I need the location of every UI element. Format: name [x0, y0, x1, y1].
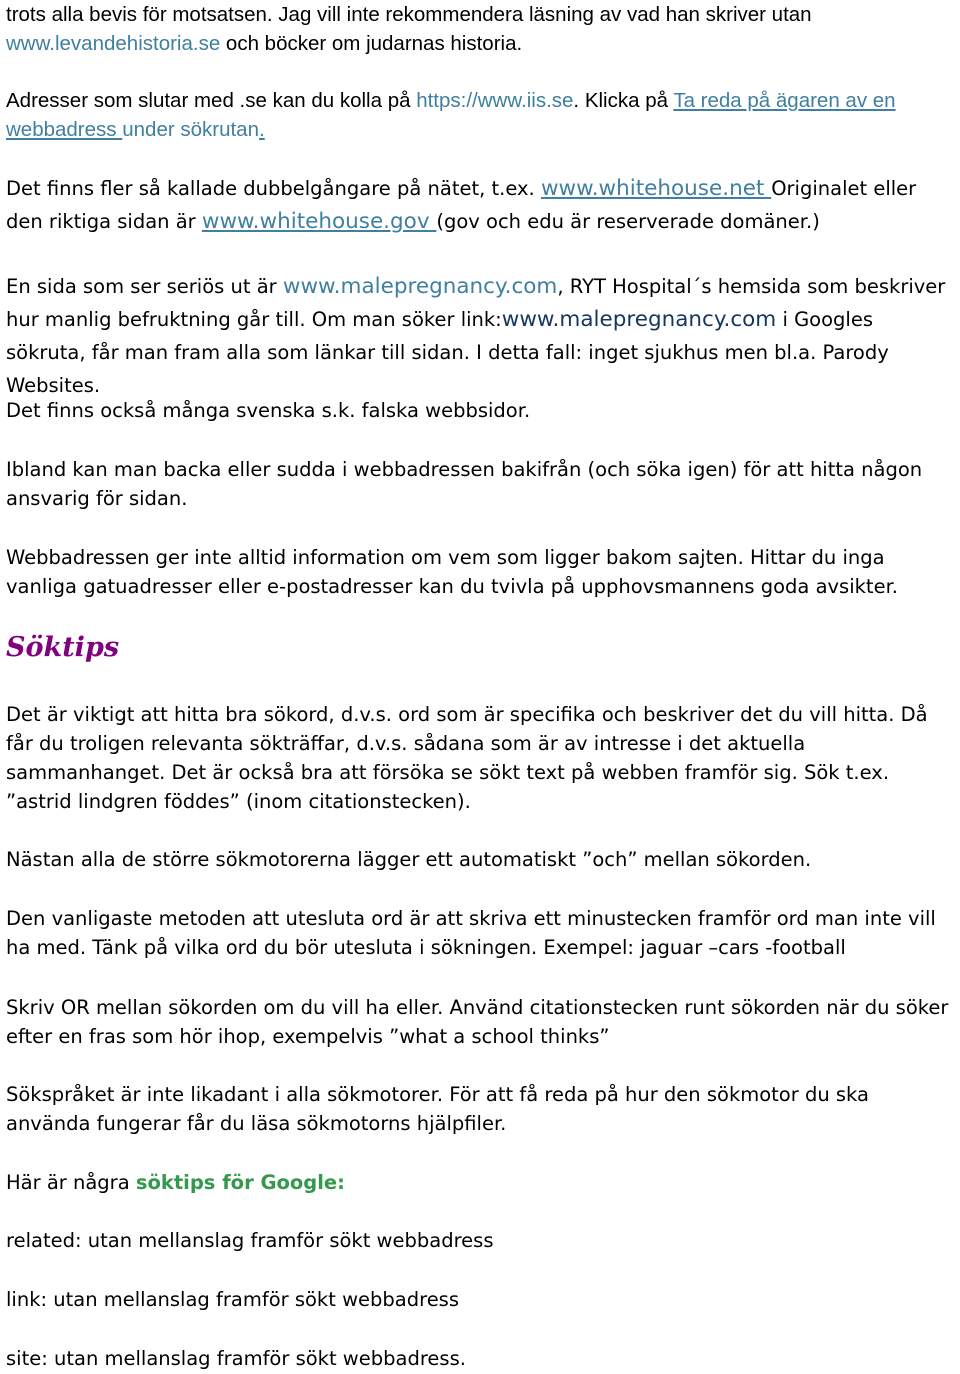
- paragraph-minus-operator: Den vanligaste metoden att utesluta ord är att skriva ett minustecken framför ord man inte vill ha med. Tänk på vilka ord du bör utesluta i sökningen. Exempel: jaguar –cars -football: [6, 907, 936, 959]
- google-tips-highlight: söktips för Google:: [135, 1171, 345, 1194]
- paragraph-or-operator: Skriv OR mellan sökorden om du vill ha eller. Använd citationstecken runt sökorden när du söker efter en fras som hör ihop, exempelvis ”what a school thinks”: [6, 996, 949, 1048]
- section-heading-soktips: Söktips: [6, 632, 120, 663]
- paragraph-text: Originalet eller den riktiga sidan är: [6, 177, 917, 233]
- paragraph-search-language: Sökspråket är inte likadant i alla sökmotorer. För att få reda på hur den sökmotor du ska använda fungerar får du läsa sökmotorns hjälpfiler.: [6, 1083, 869, 1135]
- paragraph-text: och böcker om judarnas historia.: [220, 32, 523, 55]
- paragraph-keywords: Det är viktigt att hitta bra sökord, d.v.s. ord som är specifika och beskriver det du vill hitta. Då får du troligen relevanta sökträffar, d.v.s. sådana som är av intresse i det aktuella sammanhanget. Det är också bra att försöka se sökt text på webben framför sig. Sök t.ex. ”astrid lindgren föddes” (inom citationstecken).: [6, 703, 928, 813]
- paragraph-levande-historia: [6, 0, 956, 58]
- tip-related: related: utan mellanslag framför sökt webbadress: [6, 1229, 494, 1252]
- paragraph-whitehouse: [6, 172, 956, 238]
- tip-site: site: utan mellanslag framför sökt webbadress.: [6, 1347, 466, 1370]
- period-link[interactable]: .: [259, 118, 265, 141]
- paragraph-text: En sida som ser seriös ut är: [6, 275, 283, 298]
- paragraph-text: i Googles sökruta, får man fram alla som länkar till sidan. I detta fall: inget sjukhus men bl.a. Parody Websites.: [6, 308, 889, 397]
- paragraph-text: Här är några: [6, 1171, 136, 1194]
- paragraph-text: Det finns fler så kallade dubbelgångare på nätet, t.ex.: [6, 177, 541, 200]
- malepregnancy-link[interactable]: www.malepregnancy.com: [282, 274, 558, 299]
- paragraph-google-tips: [6, 1168, 956, 1197]
- whitehouse-gov-link[interactable]: www.whitehouse.gov: [201, 209, 437, 234]
- paragraph-text: (gov och edu är reserverade domäner.): [436, 210, 820, 233]
- paragraph-malepregnancy: [6, 270, 956, 402]
- paragraph-and-operator: Nästan alla de större sökmotorerna lägger ett automatiskt ”och” mellan sökorden.: [6, 848, 812, 871]
- owner-lookup-link[interactable]: Ta reda på ägaren av en webbadress: [6, 89, 896, 141]
- paragraph-text: trots alla bevis för motsatsen. Jag vill inte rekommendera läsning av vad han skriver utan: [6, 3, 812, 26]
- whitehouse-net-link[interactable]: www.whitehouse.net: [540, 176, 772, 201]
- paragraph-text: . Klicka på: [573, 89, 674, 112]
- paragraph-address-info: Webbadressen ger inte alltid information om vem som ligger bakom sajten. Hittar du inga vanliga gatuadresser eller e-postadresser kan du tvivla på upphovsmannens goda avsikter.: [6, 546, 898, 598]
- malepregnancy-link-2[interactable]: www.malepregnancy.com: [501, 307, 777, 332]
- paragraph-iis: [6, 86, 956, 144]
- iis-link[interactable]: https://www.iis.se: [416, 89, 574, 112]
- paragraph-backtrack: Ibland kan man backa eller sudda i webbadressen bakifrån (och söka igen) för att hitta någon ansvarig för sidan.: [6, 458, 923, 510]
- paragraph-text: , RYT Hospital´s hemsida som beskriver hur manlig befruktning går till. Om man söker link:: [6, 275, 946, 331]
- levandehistoria-link[interactable]: www.levandehistoria.se: [6, 32, 221, 55]
- paragraph-fake-sites: Det finns också många svenska s.k. falska webbsidor.: [6, 399, 531, 422]
- paragraph-text: Adresser som slutar med .se kan du kolla på: [6, 89, 417, 112]
- paragraph-text: under sökrutan: [122, 118, 259, 141]
- tip-link: link: utan mellanslag framför sökt webbadress: [6, 1288, 460, 1311]
